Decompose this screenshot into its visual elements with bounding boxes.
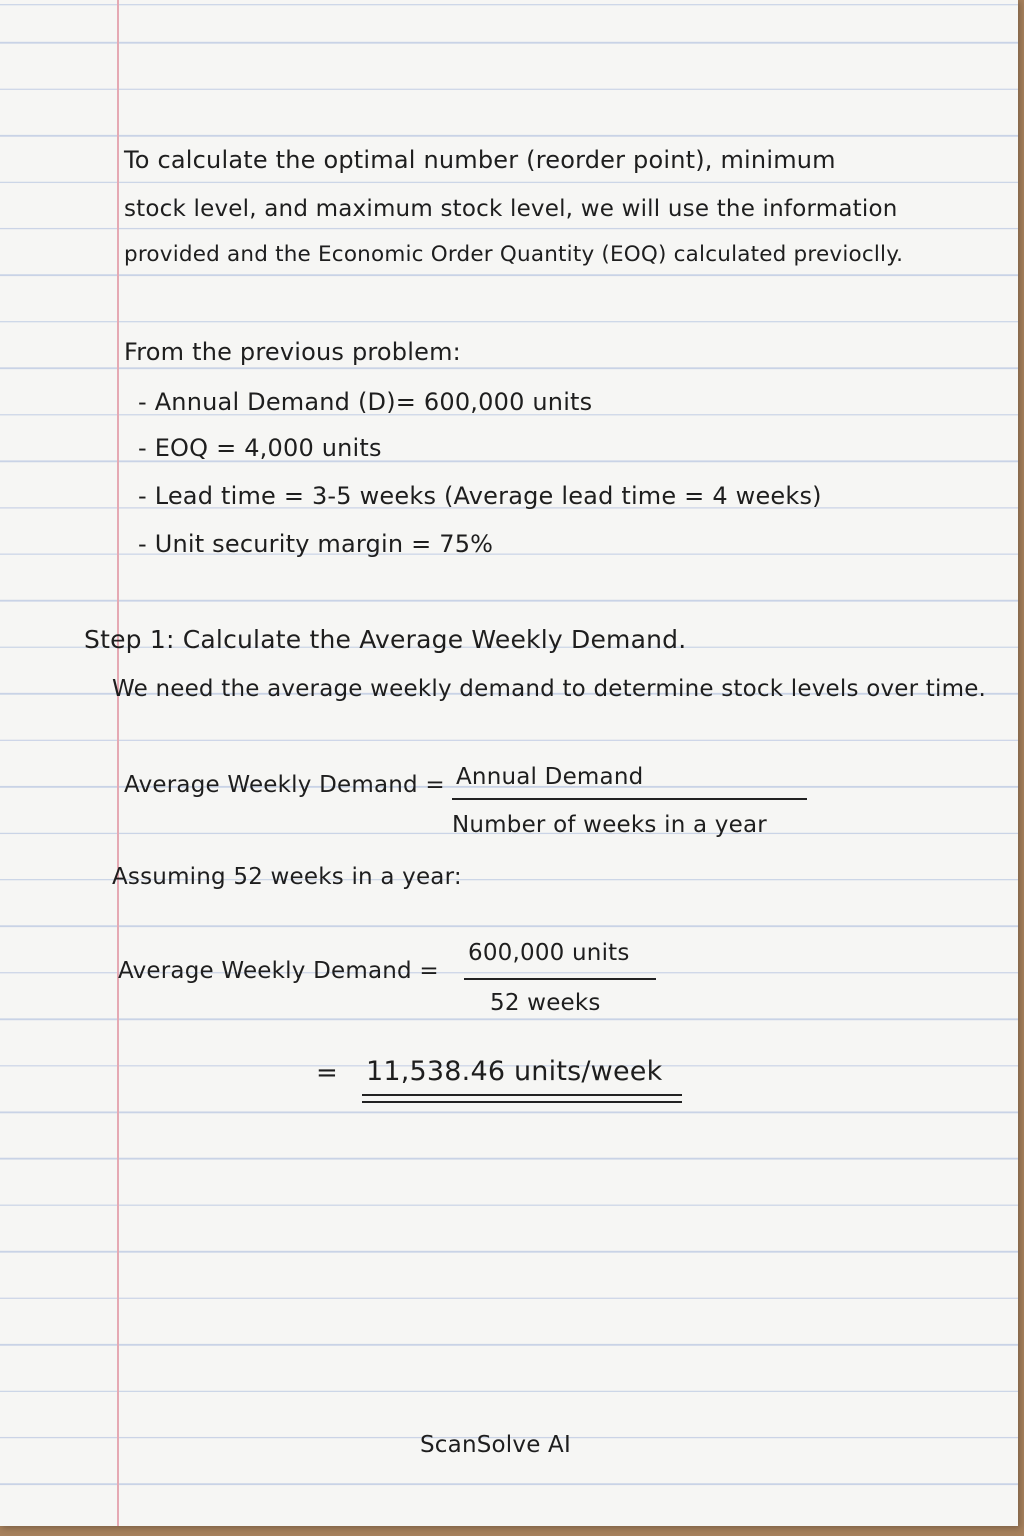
formula-numerator: Annual Demand	[456, 764, 644, 790]
formula-lhs: Average Weekly Demand =	[124, 772, 445, 798]
footer-brand: ScanSolve AI	[420, 1432, 571, 1458]
step1-explanation: We need the average weekly demand to determine stock levels over time.	[112, 676, 987, 702]
calc-denominator: 52 weeks	[490, 990, 601, 1016]
result-value: 11,538.46 units/week	[366, 1056, 663, 1087]
intro-line-1: To calculate the optimal number (reorder point), minimum	[124, 146, 836, 174]
intro-line-2: stock level, and maximum stock level, we will use the information	[124, 196, 898, 222]
given-item-lead-time: - Lead time = 3-5 weeks (Average lead time = 4 weeks)	[138, 482, 822, 510]
step1-title: Step 1: Calculate the Average Weekly Demand.	[84, 625, 687, 654]
given-item-eoq: - EOQ = 4,000 units	[138, 434, 382, 462]
given-item-security-margin: - Unit security margin = 75%	[138, 530, 494, 558]
given-heading: From the previous problem:	[124, 338, 461, 366]
margin-line	[117, 0, 119, 1526]
assumption-text: Assuming 52 weeks in a year:	[112, 864, 462, 890]
calc-lhs: Average Weekly Demand =	[118, 958, 439, 984]
calc-fraction-bar	[464, 978, 656, 980]
result-underline-bottom	[362, 1101, 682, 1103]
calc-numerator: 600,000 units	[468, 940, 630, 966]
formula-fraction-bar	[452, 798, 807, 800]
intro-line-3: provided and the Economic Order Quantity (EOQ) calculated previoclly.	[124, 242, 904, 267]
given-item-annual-demand: - Annual Demand (D)= 600,000 units	[138, 388, 593, 416]
result-equals-sign: =	[316, 1058, 338, 1088]
formula-denominator: Number of weeks in a year	[452, 812, 767, 838]
result-underline-top	[362, 1094, 682, 1096]
